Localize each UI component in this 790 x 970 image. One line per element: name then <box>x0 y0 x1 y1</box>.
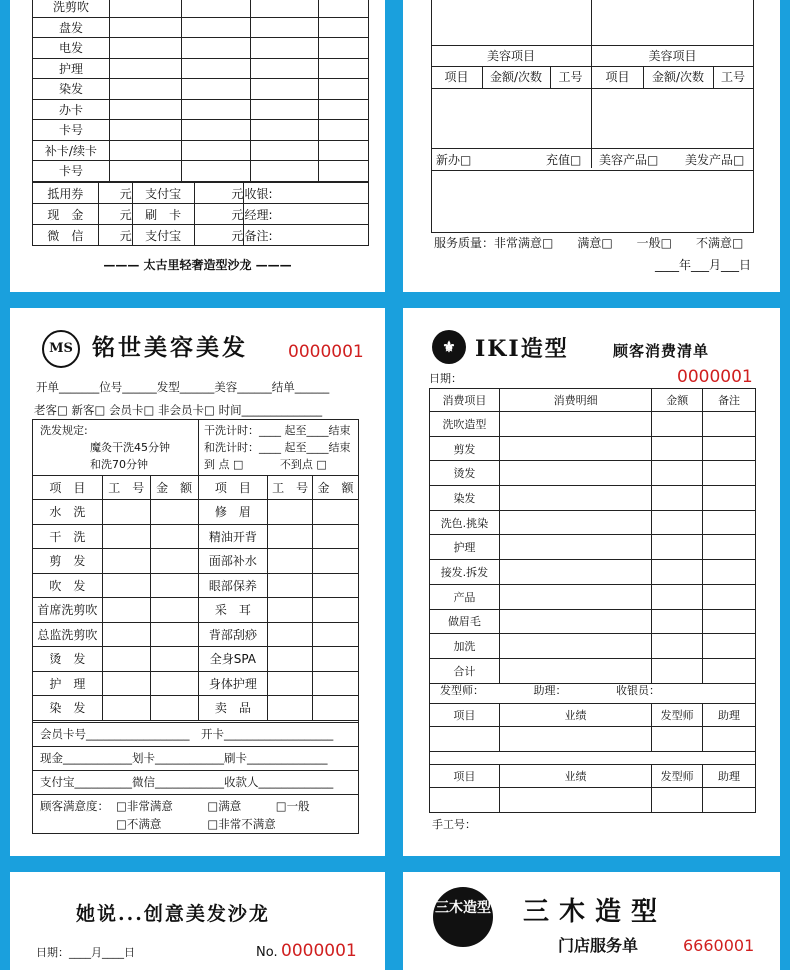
input-cell <box>150 696 198 721</box>
service-table <box>32 0 369 182</box>
card-salon-order-form <box>10 0 385 292</box>
performance-table-1 <box>429 703 756 752</box>
timer-arrival: 到 点 □ 不到点 □ <box>204 458 327 471</box>
input-cell <box>652 560 703 585</box>
input-cell <box>102 573 150 598</box>
input-cell <box>268 573 313 598</box>
date-line: 日期：____月____日 <box>36 946 135 959</box>
input-cell <box>251 120 319 141</box>
left-item: 烫 发 <box>33 647 103 672</box>
card-tashuo-form <box>10 872 385 970</box>
input-cell <box>652 584 703 609</box>
service-row <box>33 0 369 17</box>
service-name: 洗剪吹 <box>33 0 110 17</box>
col-header: 工 号 <box>268 476 313 500</box>
date-line: ____年___月___日 <box>655 258 752 272</box>
input-cell <box>181 58 251 79</box>
item-row <box>430 535 756 560</box>
input-cell <box>430 788 500 813</box>
hand-number: 手工号： <box>432 818 476 831</box>
input-cell <box>703 609 756 634</box>
col-header: 助理 <box>703 765 756 788</box>
payment-cell: 经理: <box>244 204 369 225</box>
payment-cell: 刷 卡 <box>132 204 194 225</box>
service-row <box>33 161 369 182</box>
service-name: 补卡/续卡 <box>33 140 110 161</box>
input-cell <box>499 461 651 486</box>
left-item: 护 理 <box>33 671 103 696</box>
iki-logo: ⚜ <box>432 330 466 364</box>
payment-cell: 备注: <box>244 225 369 246</box>
right-item: 卖 品 <box>198 696 268 721</box>
input-cell <box>703 412 756 437</box>
section-right-title: 美容项目 <box>648 49 697 63</box>
card-sanmu-form <box>403 872 780 970</box>
input-cell <box>251 161 319 182</box>
item-row <box>430 461 756 486</box>
header-row <box>430 765 756 788</box>
item-name: 产品 <box>430 584 500 609</box>
input-cell <box>703 560 756 585</box>
service-row <box>33 38 369 59</box>
payment-cell: 元 <box>194 183 244 204</box>
item-row <box>430 658 756 683</box>
col-header: 项目 <box>605 70 630 84</box>
service-row <box>33 58 369 79</box>
input-cell <box>652 486 703 511</box>
service-name: 卡号 <box>33 120 110 141</box>
input-cell <box>499 436 651 461</box>
payment-cell: 元 <box>194 225 244 246</box>
payment-cell: 微 信 <box>33 225 99 246</box>
input-cell <box>109 99 181 120</box>
item-row <box>430 584 756 609</box>
service-row <box>33 622 359 647</box>
input-cell <box>109 38 181 59</box>
input-cell <box>313 524 359 549</box>
mingshi-logo: MS <box>42 330 80 368</box>
input-cell <box>499 584 651 609</box>
input-cell <box>313 598 359 623</box>
col-header: 消费项目 <box>430 389 500 412</box>
customer-type-line: 老客□ 新客□ 会员卡□ 非会员卡□ 时间______________ <box>34 403 323 417</box>
service-row <box>33 549 359 574</box>
card-iki-form <box>403 308 780 856</box>
input-cell <box>319 17 369 38</box>
input-cell <box>652 412 703 437</box>
input-cell <box>268 647 313 672</box>
input-cell <box>102 671 150 696</box>
payment-cell: 支付宝 <box>132 183 194 204</box>
serial-number: 6660001 <box>683 936 755 955</box>
input-cell <box>150 622 198 647</box>
col-header: 金额 <box>652 389 703 412</box>
brand-title: 铭世美容美发 <box>92 334 248 361</box>
item-row <box>430 436 756 461</box>
rule-dry-wash: 魔灸干洗45分钟 <box>90 441 170 454</box>
input-cell <box>319 0 369 17</box>
serial-number: 0000001 <box>288 342 364 362</box>
left-item: 总监洗剪吹 <box>33 622 103 647</box>
input-cell <box>251 17 319 38</box>
input-cell <box>652 535 703 560</box>
input-cell <box>319 140 369 161</box>
right-item: 全身SPA <box>198 647 268 672</box>
service-name: 卡号 <box>33 161 110 182</box>
col-header: 项 目 <box>33 476 103 500</box>
input-cell <box>313 622 359 647</box>
left-item: 首席洗剪吹 <box>33 598 103 623</box>
check-new[interactable]: 新办□ <box>436 153 472 167</box>
left-item: 水 洗 <box>33 500 103 525</box>
left-item: 干 洗 <box>33 524 103 549</box>
col-header: 发型师 <box>652 704 703 727</box>
header-row <box>430 704 756 727</box>
item-name: 合计 <box>430 658 500 683</box>
subtitle: 门店服务单 <box>558 936 639 955</box>
service-quality: 服务质量：非常满意□ 满意□ 一般□ 不满意□ <box>434 236 744 250</box>
col-header: 发型师 <box>652 765 703 788</box>
input-cell <box>150 573 198 598</box>
input-cell <box>251 99 319 120</box>
footer-salon-name: ——— 太古里轻奢造型沙龙 ——— <box>103 258 292 272</box>
input-cell <box>109 58 181 79</box>
col-header: 项目 <box>430 765 500 788</box>
input-cell <box>319 79 369 100</box>
input-cell <box>268 500 313 525</box>
col-header: 项目 <box>444 70 469 84</box>
col-header: 金额/次数 <box>489 70 543 84</box>
item-name: 洗色.挑染 <box>430 510 500 535</box>
input-cell <box>251 38 319 59</box>
item-name: 烫发 <box>430 461 500 486</box>
payment-cell: 现 金 <box>33 204 99 225</box>
brand-title: 她说...创意美发沙龙 <box>76 903 270 925</box>
left-item: 染 发 <box>33 696 103 721</box>
input-cell <box>150 647 198 672</box>
input-cell <box>268 622 313 647</box>
card-beauty-service-form <box>403 0 780 292</box>
payment-cell: 元 <box>98 225 132 246</box>
input-cell <box>181 38 251 59</box>
timer-dry: 干洗计时：____ 起至____结束 <box>204 424 351 437</box>
input-cell <box>150 671 198 696</box>
col-header: 助理 <box>703 704 756 727</box>
input-cell <box>109 161 181 182</box>
input-cell <box>652 788 703 813</box>
card-mingshi-form <box>10 308 385 856</box>
col-header: 工号 <box>720 70 745 84</box>
input-cell <box>181 161 251 182</box>
input-cell <box>102 524 150 549</box>
service-row <box>33 500 359 525</box>
input-cell <box>499 658 651 683</box>
service-row <box>33 79 369 100</box>
col-header: 工号 <box>558 70 583 84</box>
input-cell <box>102 549 150 574</box>
input-cell <box>499 560 651 585</box>
item-row <box>430 560 756 585</box>
input-cell <box>150 598 198 623</box>
input-cell <box>319 58 369 79</box>
service-name: 护理 <box>33 58 110 79</box>
item-name: 做眉毛 <box>430 609 500 634</box>
serial-label: No. <box>256 945 278 960</box>
right-item: 修 眉 <box>198 500 268 525</box>
header-row <box>33 476 359 500</box>
service-row <box>33 140 369 161</box>
performance-table-2 <box>429 764 756 813</box>
input-cell <box>313 573 359 598</box>
payment-row <box>33 225 369 246</box>
input-cell <box>251 79 319 100</box>
input-cell <box>319 120 369 141</box>
left-item: 剪 发 <box>33 549 103 574</box>
col-header: 项 目 <box>198 476 268 500</box>
input-cell <box>499 609 651 634</box>
input-cell <box>251 0 319 17</box>
service-grid <box>32 475 359 721</box>
input-cell <box>181 120 251 141</box>
input-cell <box>150 500 198 525</box>
item-name: 剪发 <box>430 436 500 461</box>
payment-cell: 支付宝 <box>132 225 194 246</box>
right-item: 眼部保养 <box>198 573 268 598</box>
input-cell <box>430 727 500 752</box>
blank-row <box>430 788 756 813</box>
input-cell <box>652 436 703 461</box>
service-row <box>33 99 369 120</box>
blank-row <box>430 727 756 752</box>
input-cell <box>703 510 756 535</box>
input-cell <box>652 609 703 634</box>
input-cell <box>313 696 359 721</box>
input-cell <box>109 0 181 17</box>
input-cell <box>313 671 359 696</box>
payment-row <box>33 204 369 225</box>
input-cell <box>251 58 319 79</box>
col-header: 消费明细 <box>499 389 651 412</box>
payment-cell: 元 <box>98 204 132 225</box>
item-name: 洗吹造型 <box>430 412 500 437</box>
service-row <box>33 17 369 38</box>
sanmu-logo: 三木造型 <box>433 887 493 947</box>
payment-cell: 元 <box>98 183 132 204</box>
input-cell <box>181 99 251 120</box>
input-cell <box>499 486 651 511</box>
input-cell <box>499 412 651 437</box>
payment-cell: 收银: <box>244 183 369 204</box>
brand-title: IKI造型 <box>475 336 569 362</box>
col-header: 业绩 <box>499 765 651 788</box>
satisfaction-row-1[interactable]: □非常满意 □满意 □一般 <box>116 799 310 813</box>
input-cell <box>268 524 313 549</box>
serial-number: 0000001 <box>677 367 753 387</box>
input-cell <box>703 634 756 659</box>
check-hair-product[interactable]: 美发产品□ <box>685 153 745 167</box>
item-row <box>430 634 756 659</box>
input-cell <box>150 549 198 574</box>
right-item: 背部刮痧 <box>198 622 268 647</box>
input-cell <box>499 727 651 752</box>
right-item: 面部补水 <box>198 549 268 574</box>
input-cell <box>499 535 651 560</box>
date-label: 日期： <box>429 372 462 385</box>
input-cell <box>703 788 756 813</box>
order-line: 开单_______位号______发型______美容______结单______ <box>36 380 330 394</box>
header-row <box>430 389 756 412</box>
consumption-table <box>429 388 756 684</box>
service-name: 办卡 <box>33 99 110 120</box>
item-name: 护理 <box>430 535 500 560</box>
service-row <box>33 120 369 141</box>
input-cell <box>319 161 369 182</box>
input-cell <box>109 120 181 141</box>
col-header: 工 号 <box>102 476 150 500</box>
satisfaction-label: 顾客满意度： <box>40 799 109 813</box>
staff-line: 发型师： 助理： 收银员： <box>440 684 660 697</box>
input-cell <box>102 622 150 647</box>
col-header: 业绩 <box>499 704 651 727</box>
payment-table <box>32 182 369 246</box>
col-header: 金 额 <box>313 476 359 500</box>
input-cell <box>268 549 313 574</box>
input-cell <box>102 647 150 672</box>
col-header: 金 额 <box>150 476 198 500</box>
input-cell <box>109 140 181 161</box>
service-row <box>33 696 359 721</box>
right-item: 身体护理 <box>198 671 268 696</box>
input-cell <box>268 696 313 721</box>
timer-wet: 和洗计时：____ 起至____结束 <box>204 441 351 454</box>
service-name: 盘发 <box>33 17 110 38</box>
input-cell <box>181 0 251 17</box>
item-row <box>430 609 756 634</box>
input-cell <box>319 38 369 59</box>
input-cell <box>181 140 251 161</box>
serial-number: 0000001 <box>281 941 357 961</box>
input-cell <box>652 634 703 659</box>
input-cell <box>102 696 150 721</box>
section-left-title: 美容项目 <box>486 49 535 63</box>
input-cell <box>313 549 359 574</box>
service-name: 染发 <box>33 79 110 100</box>
input-cell <box>652 727 703 752</box>
rule-label: 洗发规定: <box>40 424 88 437</box>
input-cell <box>499 634 651 659</box>
col-header: 项目 <box>430 704 500 727</box>
item-name: 接发.拆发 <box>430 560 500 585</box>
input-cell <box>499 510 651 535</box>
brand-title: 三木造型 <box>523 897 668 927</box>
payment-line-2: 支付宝__________微信____________收款人_____________ <box>40 775 334 789</box>
service-row <box>33 671 359 696</box>
input-cell <box>150 524 198 549</box>
input-cell <box>652 658 703 683</box>
right-item: 精油开背 <box>198 524 268 549</box>
input-cell <box>102 598 150 623</box>
input-cell <box>109 17 181 38</box>
col-header: 金额/次数 <box>651 70 705 84</box>
service-row <box>33 598 359 623</box>
payment-line-1: 现金____________划卡____________刷卡______________ <box>40 751 328 765</box>
member-line: 会员卡号__________________ 开卡___________________ <box>40 727 334 741</box>
item-row <box>430 486 756 511</box>
input-cell <box>102 500 150 525</box>
input-cell <box>181 79 251 100</box>
input-cell <box>268 671 313 696</box>
input-cell <box>181 17 251 38</box>
subtitle: 顾客消费清单 <box>613 342 710 360</box>
input-cell <box>109 79 181 100</box>
input-cell <box>313 500 359 525</box>
col-header: 备注 <box>703 389 756 412</box>
item-name: 染发 <box>430 486 500 511</box>
input-cell <box>703 584 756 609</box>
payment-cell: 抵用券 <box>33 183 99 204</box>
right-item: 采 耳 <box>198 598 268 623</box>
item-row <box>430 412 756 437</box>
item-row <box>430 510 756 535</box>
input-cell <box>319 99 369 120</box>
input-cell <box>652 461 703 486</box>
input-cell <box>652 510 703 535</box>
input-cell <box>703 461 756 486</box>
input-cell <box>703 436 756 461</box>
left-item: 吹 发 <box>33 573 103 598</box>
input-cell <box>703 535 756 560</box>
payment-cell: 元 <box>194 204 244 225</box>
satisfaction-row-2[interactable]: □不满意 □非常不满意 <box>116 817 276 831</box>
input-cell <box>499 788 651 813</box>
service-row <box>33 647 359 672</box>
input-cell <box>703 727 756 752</box>
input-cell <box>703 658 756 683</box>
check-recharge[interactable]: 充值□ <box>546 153 582 167</box>
service-name: 电发 <box>33 38 110 59</box>
input-cell <box>703 486 756 511</box>
rule-wet-wash: 和洗70分钟 <box>90 458 148 471</box>
payment-row <box>33 183 369 204</box>
input-cell <box>313 647 359 672</box>
check-beauty-product[interactable]: 美容产品□ <box>599 153 659 167</box>
input-cell <box>251 140 319 161</box>
service-row <box>33 573 359 598</box>
service-row <box>33 524 359 549</box>
input-cell <box>268 598 313 623</box>
item-name: 加洗 <box>430 634 500 659</box>
